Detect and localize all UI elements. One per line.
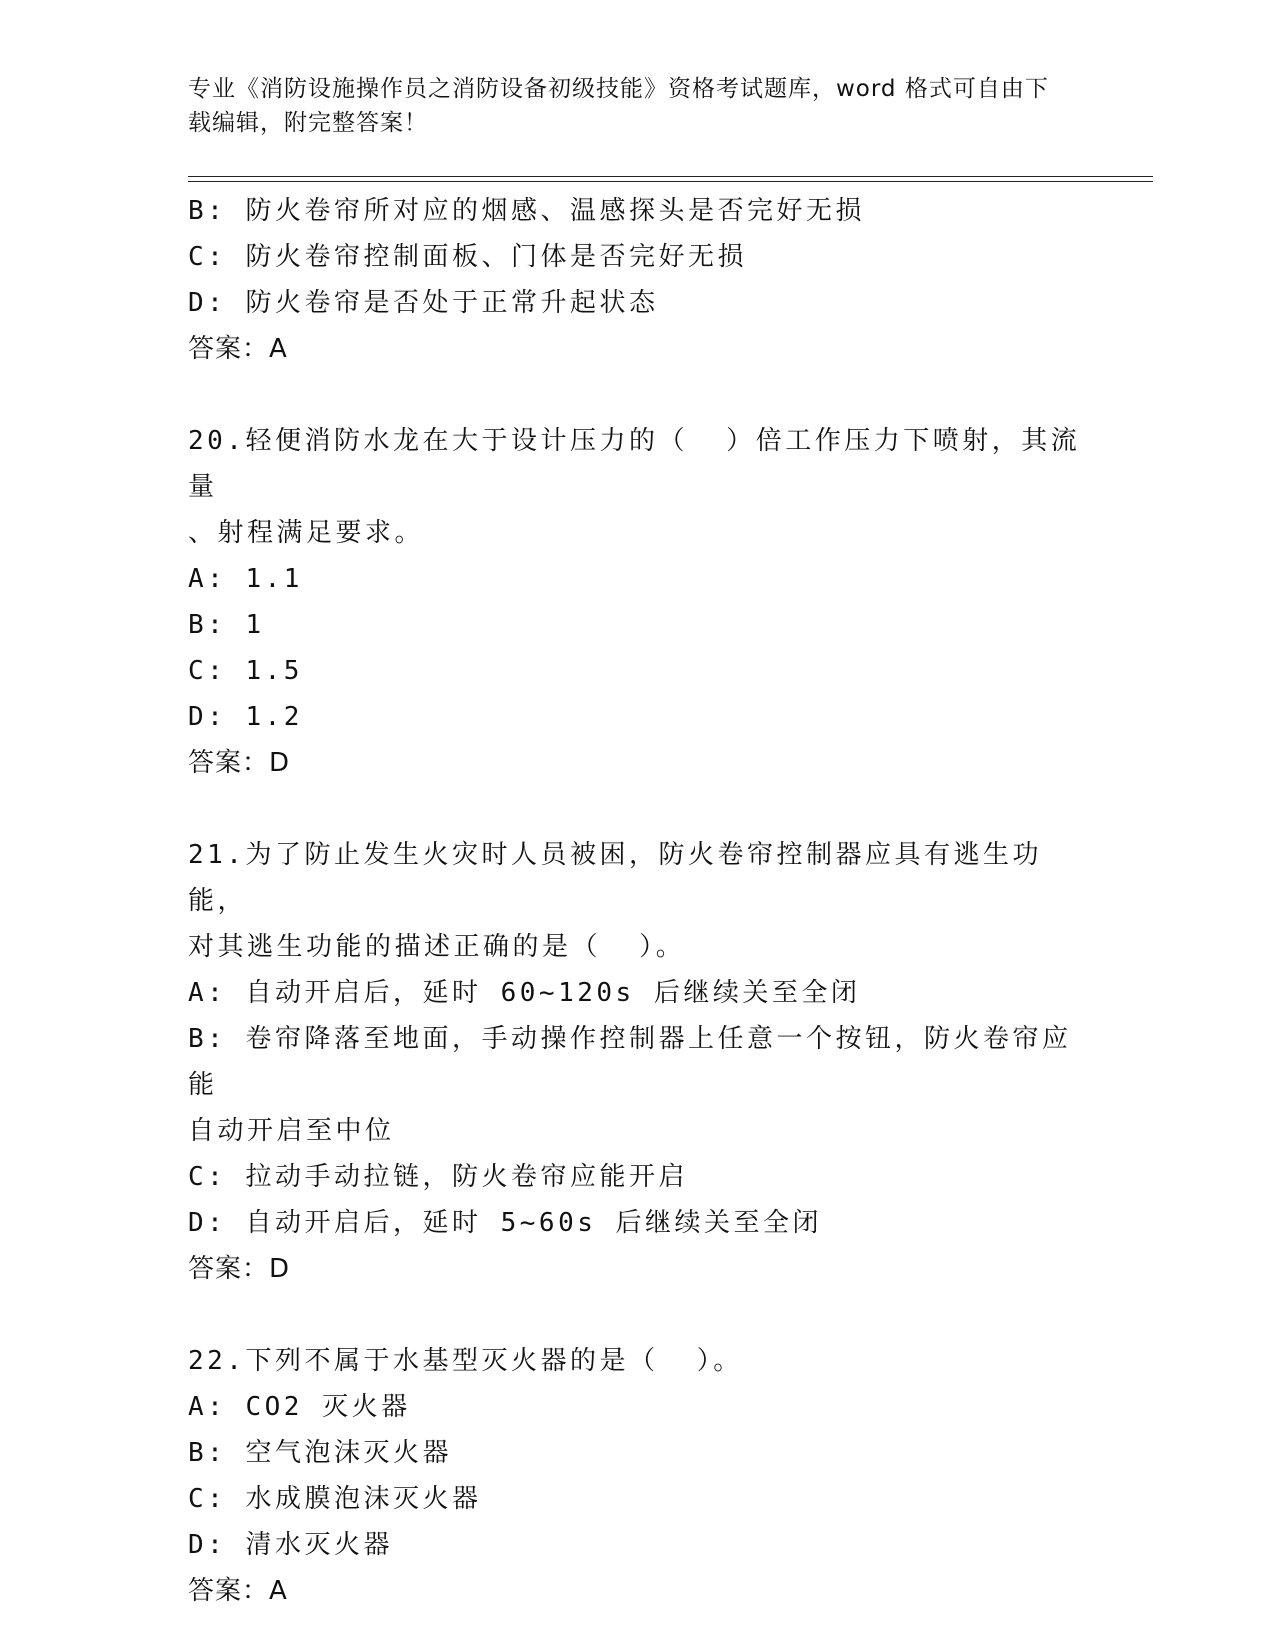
option-c: C: 拉动手动拉链，防火卷帘应能开启 — [188, 1162, 688, 1192]
question-stem-line-2: 对其逃生功能的描述正确的是（ ）。 — [188, 932, 686, 962]
option-b: B: 防火卷帘所对应的烟感、温感探头是否完好无损 — [188, 196, 865, 226]
header-rule-top — [188, 176, 1153, 177]
question-stem-line-2: 、射程满足要求。 — [188, 518, 425, 548]
header-line-2: 载编辑，附完整答案！ — [188, 110, 428, 136]
option-b: B: 空气泡沫灭火器 — [188, 1438, 452, 1468]
option-a: A: 1.1 — [188, 564, 303, 594]
option-a: A: 自动开启后，延时 60~120s 后继续关至全闭 — [188, 978, 861, 1008]
option-b: B: 1 — [188, 610, 265, 640]
answer-label: 答案：A — [188, 1576, 288, 1606]
option-a: A: CO2 灭火器 — [188, 1392, 411, 1422]
question-22 — [188, 1338, 1088, 1614]
question-list — [188, 188, 1088, 1614]
question-stem-line-1: 21.为了防止发生火灾时人员被困，防火卷帘控制器应具有逃生功能， — [188, 840, 1042, 916]
option-d: D: 防火卷帘是否处于正常升起状态 — [188, 288, 659, 318]
header-line-1: 专业《消防设施操作员之消防设备初级技能》资格考试题库，word 格式可自由下 — [188, 76, 1049, 102]
option-d: D: 清水灭火器 — [188, 1530, 393, 1560]
answer-label: 答案：A — [188, 334, 288, 364]
question-stem: 22.下列不属于水基型灭火器的是（ ）。 — [188, 1346, 743, 1376]
header-rule-bottom — [188, 181, 1153, 182]
option-b-line-1: B: 卷帘降落至地面，手动操作控制器上任意一个按钮，防火卷帘应能 — [188, 1024, 1072, 1100]
option-d: D: 1.2 — [188, 702, 303, 732]
question-20 — [188, 418, 1088, 786]
option-c: C: 防火卷帘控制面板、门体是否完好无损 — [188, 242, 747, 272]
question-stem-line-1: 20.轻便消防水龙在大于设计压力的（ ）倍工作压力下喷射，其流量 — [188, 426, 1081, 502]
answer-label: 答案：D — [188, 748, 291, 778]
answer-label: 答案：D — [188, 1254, 291, 1284]
option-c: C: 水成膜泡沫灭火器 — [188, 1484, 482, 1514]
document-header — [188, 72, 1078, 140]
option-b-line-2: 自动开启至中位 — [188, 1116, 395, 1146]
option-d: D: 自动开启后，延时 5~60s 后继续关至全闭 — [188, 1208, 823, 1238]
question-19-continued — [188, 188, 1088, 372]
question-21 — [188, 832, 1088, 1292]
option-c: C: 1.5 — [188, 656, 303, 686]
